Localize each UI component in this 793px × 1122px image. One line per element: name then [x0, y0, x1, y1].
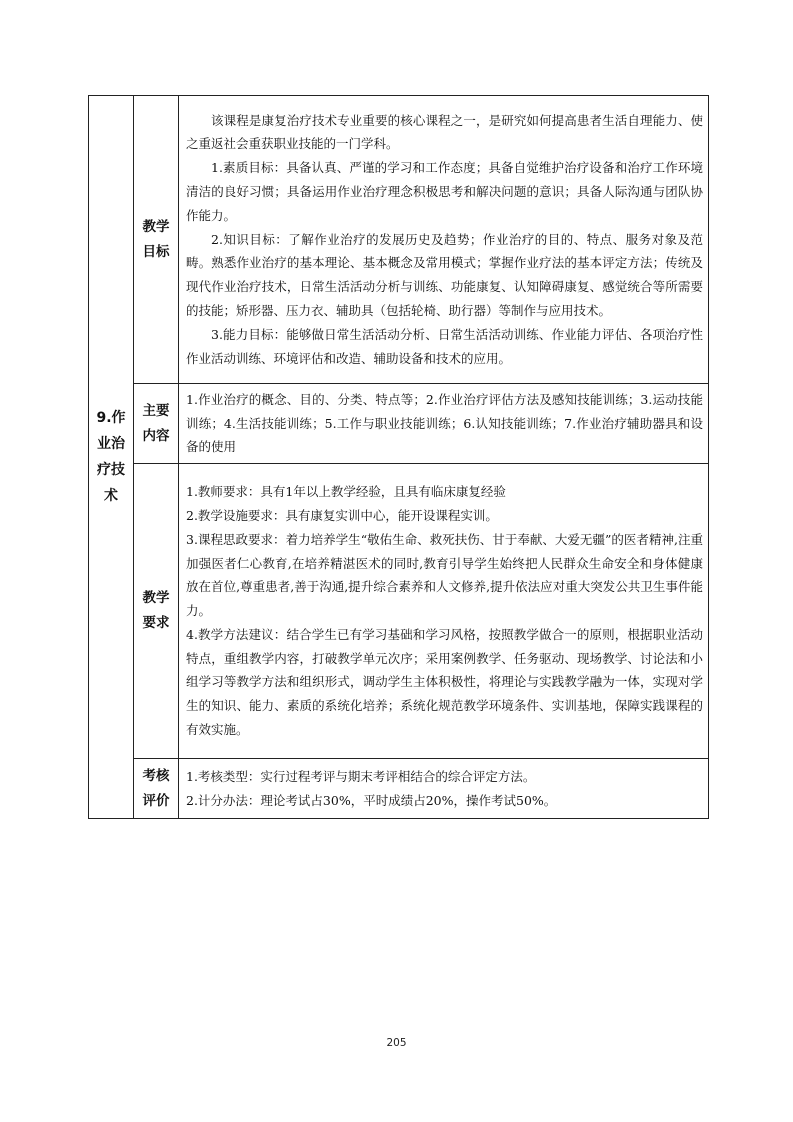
goals-paragraph: 该课程是康复治疗技术专业重要的核心课程之一，是研究如何提高患者生活自理能力、使之重返社会重获职业技能的一门学科。 — [186, 112, 703, 152]
requirements-paragraph: 4.教学方法建议：结合学生已有学习基础和学习风格，按照教学做合一的原则，根据职业活动特点，重组教学内容，打破教学单元次序；采用案例教学、任务驱动、现场教学、讨论法和小组学习等教学方法和组织形式，调动学生主体积极性，将理论与实践教学融为一体，实现对学生的知识、能力、素质的系统化培养；系统化规范教学环境条件、实训基地，保障实践课程的有效实施。 — [186, 626, 703, 738]
page-number: 205 — [386, 1037, 407, 1049]
requirements-label-cell — [134, 464, 179, 759]
evaluation-label: 考核评价 — [142, 767, 170, 809]
table-row-content — [89, 384, 709, 464]
table-row-evaluation — [89, 759, 709, 819]
evaluation-paragraph: 2.计分办法：理论考试占30%，平时成绩占20%，操作考试50%。 — [186, 792, 557, 808]
requirements-paragraph: 2.教学设施要求：具有康复实训中心，能开设课程实训。 — [186, 507, 498, 523]
table-row-goals — [89, 96, 709, 384]
goals-label: 教学目标 — [142, 218, 170, 260]
requirements-paragraph: 3.课程思政要求：着力培养学生“敬佑生命、救死扶伤、甘于奉献、大爱无疆”的医者精神,注重加强医者仁心教育,在培养精湛医术的同时,教育引导学生始终把人民群众生命安全和身体健康放在首位,尊重患者,善于沟通,提升综合素养和人文修养,提升依法应对重大突发公共卫生事件能力。 — [186, 531, 703, 619]
evaluation-paragraph: 1.考核类型：实行过程考评与期末考评相结合的综合评定方法。 — [186, 768, 536, 784]
goals-label-cell — [134, 96, 179, 384]
goals-paragraph: 3.能力目标：能够做日常生活活动分析、日常生活活动训练、作业能力评估、各项治疗性作业活动训练、环境评估和改造、辅助设备和技术的应用。 — [186, 326, 703, 366]
course-title: 9.作业治疗技术 — [96, 410, 126, 504]
content-text-cell — [179, 384, 709, 464]
content-label: 主要内容 — [142, 402, 170, 444]
course-title-cell — [89, 96, 134, 819]
evaluation-label-cell — [134, 759, 179, 819]
requirements-paragraph: 1.教师要求：具有1年以上教学经验，且具有临床康复经验 — [186, 484, 506, 500]
goals-content-cell — [179, 96, 709, 384]
content-label-cell — [134, 384, 179, 464]
requirements-content-cell — [179, 464, 709, 759]
table-row-requirements — [89, 464, 709, 759]
content-text: 1.作业治疗的概念、目的、分类、特点等；2.作业治疗评估方法及感知技能训练；3.运动技能训练；4.生活技能训练；5.工作与职业技能训练；6.认知技能训练；7.作业治疗辅助器具和设备的使用 — [186, 391, 703, 455]
goals-paragraph: 1.素质目标：具备认真、严谨的学习和工作态度；具备自觉维护治疗设备和治疗工作环境清洁的良好习惯；具备运用作业治疗理念积极思考和解决问题的意识；具备人际沟通与团队协作能力。 — [186, 160, 703, 223]
requirements-label: 教学要求 — [142, 590, 170, 631]
goals-paragraph: 2.知识目标：了解作业治疗的发展历史及趋势；作业治疗的目的、特点、服务对象及范畴。熟悉作业治疗的基本理论、基本概念及常用模式；掌握作业疗法的基本评定方法；传统及现代作业治疗技术，日常生活活动分析与训练、功能康复、认知障碍康复、感觉统合等所需要的技能；矫形器、压力衣、辅助具（包括轮椅、助行器）等制作与应用技术。 — [186, 231, 703, 318]
course-table — [88, 95, 709, 819]
evaluation-content-cell — [179, 759, 709, 819]
